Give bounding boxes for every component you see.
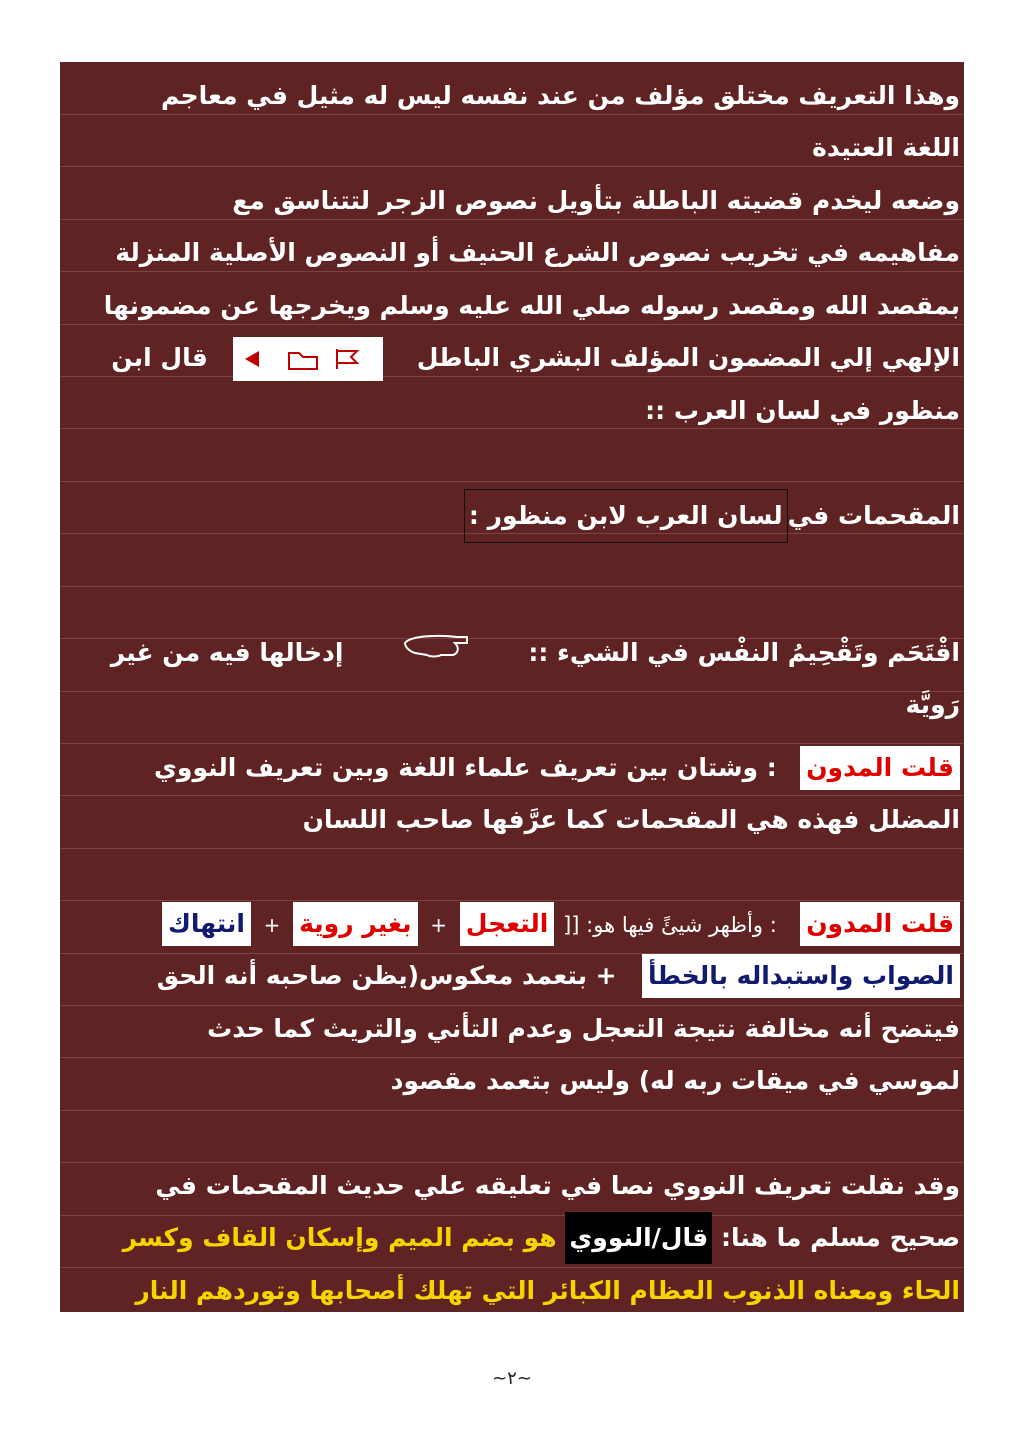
- wingding-icons: [241, 345, 375, 373]
- text-line: [60, 742, 960, 794]
- blogger-label: قلت المدون: [800, 746, 960, 790]
- text-line: فيتضح أنه مخالفة نتيجة التعجل وعدم التأني والتريث كما حدث: [207, 1014, 960, 1043]
- text-span: : وأظهر شيئً فيها هو: [[: [563, 913, 777, 937]
- text-line: اللغة العتيدة: [812, 133, 960, 162]
- text-span: إدخالها فيه من غير: [110, 638, 344, 667]
- text-line: مفاهيمه في تخريب نصوص الشرع الحنيف أو النصوص الأصلية المنزلة: [115, 238, 960, 267]
- quote-line-yellow: الحاء ومعناه الذنوب العظام الكبائر التي تهلك أصحابها وتوردهم النار: [135, 1276, 960, 1305]
- plus-sign: +: [430, 913, 448, 937]
- text-span: الإلهي إلي المضمون المؤلف البشري الباطل: [416, 343, 960, 372]
- plus-sign: +: [263, 913, 281, 937]
- text-span: : وشتان بين تعريف علماء اللغة وبين تعريف النووي: [154, 753, 777, 782]
- text-line: المضلل فهذه هي المقحمات كما عرَّفها صاحب اللسان: [302, 805, 960, 834]
- text-span: صحيح مسلم ما هنا:: [720, 1223, 960, 1252]
- text-span: + بتعمد معكوس(يظن صاحبه أنه الحق: [156, 961, 617, 990]
- keyword-haste: التعجل: [460, 902, 555, 946]
- line-rule: [60, 1110, 964, 1111]
- text-span: اقْتَحَم وتَقْحِيمُ النفْس في الشيء ::: [528, 638, 960, 667]
- document-page: [60, 62, 964, 1312]
- text-line: بمقصد الله ومقصد رسوله صلي الله عليه وسلم ويخرجها عن مضمونها: [103, 291, 960, 320]
- nawawi-label: قال/النووي: [565, 1212, 712, 1264]
- text-line: [60, 332, 960, 384]
- text-line: لموسي في ميقات ربه له) وليس بتعمد مقصود: [390, 1066, 960, 1095]
- text-line: [60, 627, 960, 679]
- line-rule: [60, 848, 964, 849]
- text-line: وهذا التعريف مختلق مؤلف من عند نفسه ليس له مثيل في معاجم: [161, 81, 960, 110]
- pointing-hand-icon: [401, 627, 471, 671]
- text-line: [60, 898, 960, 950]
- keyword-replacing-right: الصواب واستبداله بالخطأ: [642, 954, 960, 998]
- text-line: منظور في لسان العرب ::: [645, 396, 960, 425]
- text-line: [60, 1212, 960, 1264]
- keyword-violation: انتهاك: [162, 902, 251, 946]
- line-rule: [60, 481, 964, 482]
- text-line: [60, 489, 960, 541]
- text-line: [60, 950, 960, 1002]
- keyword-without-deliberation: بغير روية: [293, 902, 417, 946]
- text-line: رَويَّة: [905, 690, 960, 719]
- page-number: ~٢~: [492, 1368, 532, 1389]
- icon-box: [233, 337, 383, 381]
- text-line: وقد نقلت تعريف النووي نصا في تعليقه علي حديث المقحمات في: [155, 1171, 960, 1200]
- quote-yellow: هو بضم الميم وإسكان القاف وكسر: [122, 1223, 557, 1252]
- outlined-phrase: لسان العرب لابن منظور :: [464, 489, 788, 543]
- blogger-label: قلت المدون: [800, 902, 960, 946]
- line-rule: [60, 586, 964, 587]
- text-line: وضعه ليخدم قضيته الباطلة بتأويل نصوص الزجر لتتناسق مع: [232, 186, 960, 215]
- text-span: المقحمات في: [787, 501, 960, 530]
- text-span: قال ابن: [111, 343, 208, 372]
